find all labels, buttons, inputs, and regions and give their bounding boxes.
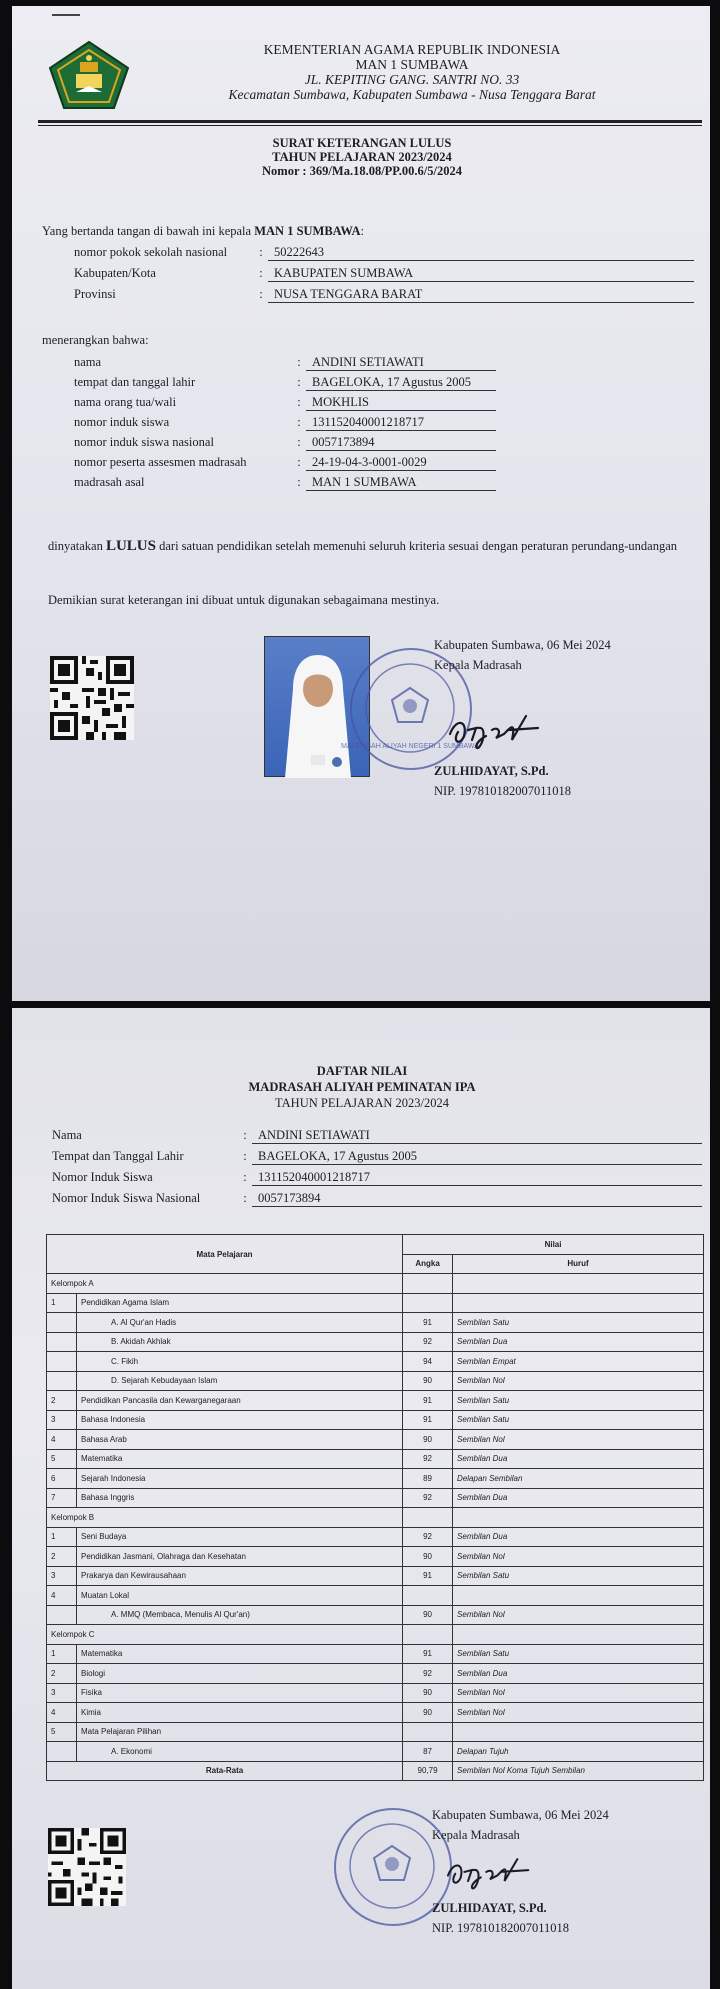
student-field-birth: tempat dan tanggal lahir : BAGELOKA, 17 Agustus 2005: [74, 375, 496, 391]
field-label: Nomor Induk Siswa Nasional: [52, 1191, 201, 1205]
words-cell: Delapan Sembilan: [453, 1469, 704, 1489]
letter-title: SURAT KETERANGAN LULUS: [272, 136, 452, 150]
signer-nip: NIP. 197810182007011018: [434, 784, 572, 798]
table-row: 1 Seni Budaya 92 Sembilan Dua: [47, 1527, 704, 1547]
field-value: 24-19-04-3-0001-0029: [306, 455, 496, 471]
result-word: LULUS: [105, 538, 156, 554]
grades-field-nisn: Nomor Induk Siswa Nasional : 0057173894: [52, 1191, 702, 1207]
field-label: Nama: [52, 1128, 82, 1142]
qr-code-icon: [50, 656, 134, 740]
score-cell: 92: [403, 1488, 453, 1508]
signer-nip: NIP. 197810182007011018: [432, 1921, 570, 1935]
intro-line: Yang bertanda tangan di bawah ini kepala MAN 1 SUMBAWA:: [42, 224, 364, 238]
score-cell: 91: [403, 1410, 453, 1430]
subject-cell: A. MMQ (Membaca, Menulis Al Qur'an): [77, 1605, 403, 1625]
subject-cell: Fisika: [77, 1683, 403, 1703]
table-row: 4 Muatan Lokal: [47, 1586, 704, 1606]
grades-subtitle: MADRASAH ALIYAH PEMINATAN IPA: [248, 1080, 476, 1094]
average-label: Rata-Rata: [47, 1761, 403, 1781]
words-cell: Sembilan Nol: [453, 1605, 704, 1625]
field-value: KABUPATEN SUMBAWA: [268, 266, 694, 282]
grades-table: [46, 1234, 704, 1781]
field-value: 131152040001218717: [306, 415, 496, 431]
field-label: Nomor Induk Siswa: [52, 1170, 153, 1184]
words-cell: Sembilan Nol: [453, 1683, 704, 1703]
table-row: 3 Prakarya dan Kewirausahaan 91 Sembilan Satu: [47, 1566, 704, 1586]
words-cell: Sembilan Nol: [453, 1703, 704, 1723]
school-name: MAN 1 SUMBAWA: [355, 57, 469, 72]
average-words: Sembilan Nol Koma Tujuh Sembilan: [453, 1761, 704, 1781]
student-field-name: nama : ANDINI SETIAWATI: [74, 355, 496, 371]
subject-cell: Muatan Lokal: [77, 1586, 403, 1606]
words-cell: Delapan Tujuh: [453, 1742, 704, 1762]
grades-field-name: Nama : ANDINI SETIAWATI: [52, 1128, 702, 1144]
subject-cell: D. Sejarah Kebudayaan Islam: [77, 1371, 403, 1391]
field-label: nomor induk siswa nasional: [74, 435, 214, 449]
letter-number: Nomor : 369/Ma.18.08/PP.00.6/5/2024: [262, 164, 462, 178]
words-cell: Sembilan Dua: [453, 1664, 704, 1684]
qr-code-icon: [48, 1828, 126, 1906]
table-row: 1 Pendidikan Agama Islam: [47, 1293, 704, 1313]
intro-school: MAN 1 SUMBAWA: [254, 224, 361, 238]
score-cell: 87: [403, 1742, 453, 1762]
field-value: ANDINI SETIAWATI: [252, 1128, 702, 1144]
subject-cell: Matematika: [77, 1449, 403, 1469]
signature-icon: [440, 1850, 560, 1892]
field-label: nomor induk siswa: [74, 415, 170, 429]
signature-icon: [442, 706, 572, 752]
field-value: ANDINI SETIAWATI: [306, 355, 496, 371]
subject-cell: A. Al Qur'an Hadis: [77, 1313, 403, 1333]
subject-cell: A. Ekonomi: [77, 1742, 403, 1762]
subject-cell: Pendidikan Jasmani, Olahraga dan Kesehatan: [77, 1547, 403, 1567]
field-value: 0057173894: [252, 1191, 702, 1207]
subject-cell: Pendidikan Pancasila dan Kewarganegaraan: [77, 1391, 403, 1411]
subject-cell: Bahasa Arab: [77, 1430, 403, 1450]
field-label: Provinsi: [74, 287, 116, 301]
subject-cell: Bahasa Indonesia: [77, 1410, 403, 1430]
score-cell: 92: [403, 1527, 453, 1547]
table-row: [47, 1742, 704, 1762]
school-address: JL. KEPITING GANG. SANTRI NO. 33: [304, 72, 520, 87]
graduation-letter-page: [12, 6, 710, 1001]
table-header-row: [47, 1235, 704, 1255]
field-value: BAGELOKA, 17 Agustus 2005: [252, 1149, 702, 1165]
ministry-emblem-icon: [46, 40, 132, 110]
place-date: Kabupaten Sumbawa, 06 Mei 2024: [432, 1808, 609, 1822]
student-field-exam: nomor peserta assesmen madrasah : 24-19-04-3-0001-0029: [74, 455, 496, 471]
grades-year: TAHUN PELAJARAN 2023/2024: [275, 1096, 449, 1110]
field-value: MOKHLIS: [306, 395, 496, 411]
table-row: 5 Matematika 92 Sembilan Dua: [47, 1449, 704, 1469]
table-row: [47, 1332, 704, 1352]
words-cell: Sembilan Nol: [453, 1547, 704, 1567]
table-row: [47, 1605, 704, 1625]
score-cell: 90: [403, 1605, 453, 1625]
letter-year: TAHUN PELAJARAN 2023/2024: [272, 150, 452, 164]
school-field-province: Provinsi : NUSA TENGGARA BARAT: [74, 287, 694, 303]
closing-text: Demikian surat keterangan ini dibuat untuk digunakan sebagaimana mestinya.: [48, 593, 440, 607]
grades-title: DAFTAR NILAI: [316, 1064, 408, 1078]
subject-cell: Mata Pelajaran Pilihan: [77, 1722, 403, 1742]
subject-cell: Sejarah Indonesia: [77, 1469, 403, 1489]
score-cell: 92: [403, 1449, 453, 1469]
score-cell: 92: [403, 1664, 453, 1684]
subject-cell: Matematika: [77, 1644, 403, 1664]
subject-cell: Kimia: [77, 1703, 403, 1723]
table-row: [47, 1352, 704, 1372]
table-row: 1 Matematika 91 Sembilan Satu: [47, 1644, 704, 1664]
field-value: NUSA TENGGARA BARAT: [268, 287, 694, 303]
ministry-name: KEMENTERIAN AGAMA REPUBLIK INDONESIA: [263, 42, 561, 57]
stamp-text: MADRASAH ALIYAH NEGERI 1 SUMBAWA: [341, 743, 479, 750]
student-field-parent: nama orang tua/wali : MOKHLIS: [74, 395, 496, 411]
letterhead-rule: [38, 120, 702, 123]
field-label: tempat dan tanggal lahir: [74, 375, 196, 389]
score-cell: 92: [403, 1332, 453, 1352]
result-paragraph: [48, 538, 698, 554]
score-cell: 90: [403, 1683, 453, 1703]
student-field-origin: madrasah asal : MAN 1 SUMBAWA: [74, 475, 496, 491]
score-cell: 90: [403, 1703, 453, 1723]
field-label: nama orang tua/wali: [74, 395, 177, 409]
signer-position: Kepala Madrasah: [432, 1828, 520, 1842]
score-cell: 90: [403, 1547, 453, 1567]
letterhead: [162, 42, 662, 102]
words-cell: Sembilan Satu: [453, 1313, 704, 1333]
subject-cell: Bahasa Inggris: [77, 1488, 403, 1508]
signer-name: ZULHIDAYAT, S.Pd.: [434, 764, 549, 778]
table-row: 4 Kimia 90 Sembilan Nol: [47, 1703, 704, 1723]
field-label: madrasah asal: [74, 475, 145, 489]
table-row: 3 Fisika 90 Sembilan Nol: [47, 1683, 704, 1703]
words-cell: Sembilan Nol: [453, 1371, 704, 1391]
grade-list-page: [12, 1008, 710, 1989]
subject-cell: Prakarya dan Kewirausahaan: [77, 1566, 403, 1586]
field-label: nama: [74, 355, 102, 369]
score-cell: 89: [403, 1469, 453, 1489]
school-field-npsn: nomor pokok sekolah nasional : 50222643: [74, 245, 694, 261]
school-field-regency: Kabupaten/Kota : KABUPATEN SUMBAWA: [74, 266, 694, 282]
subject-cell: C. Fikih: [77, 1352, 403, 1372]
group-label: Kelompok C: [47, 1625, 403, 1645]
table-row: [47, 1508, 704, 1528]
declares-text: menerangkan bahwa:: [42, 333, 149, 347]
field-value: 131152040001218717: [252, 1170, 702, 1186]
average-score: 90,79: [403, 1761, 453, 1781]
grades-field-birth: Tempat dan Tanggal Lahir : BAGELOKA, 17 Agustus 2005: [52, 1149, 702, 1165]
score-cell: 91: [403, 1391, 453, 1411]
words-cell: Sembilan Dua: [453, 1527, 704, 1547]
result-text: dari satuan pendidikan setelah memenuhi seluruh kriteria sesuai dengan peraturan perundang-undangan: [159, 539, 677, 553]
table-row: [47, 1274, 704, 1294]
table-row: 2 Pendidikan Jasmani, Olahraga dan Kesehatan 90 Sembilan Nol: [47, 1547, 704, 1567]
group-label: Kelompok B: [47, 1508, 403, 1528]
subject-cell: Biologi: [77, 1664, 403, 1684]
header-words: Huruf: [453, 1254, 704, 1274]
letterhead-rule-thin: [38, 125, 702, 126]
scan-mark: [52, 14, 80, 16]
table-row: 2 Biologi 92 Sembilan Dua: [47, 1664, 704, 1684]
table-row: 6 Sejarah Indonesia 89 Delapan Sembilan: [47, 1469, 704, 1489]
table-row: 7 Bahasa Inggris 92 Sembilan Dua: [47, 1488, 704, 1508]
score-cell: 91: [403, 1644, 453, 1664]
words-cell: Sembilan Satu: [453, 1566, 704, 1586]
header-number: Angka: [403, 1254, 453, 1274]
header-score: Nilai: [403, 1235, 704, 1255]
words-cell: Sembilan Dua: [453, 1449, 704, 1469]
field-label: nomor peserta assesmen madrasah: [74, 455, 247, 469]
average-row: [47, 1761, 704, 1781]
field-value: 50222643: [268, 245, 694, 261]
score-cell: 94: [403, 1352, 453, 1372]
field-label: Tempat dan Tanggal Lahir: [52, 1149, 184, 1163]
words-cell: Sembilan Dua: [453, 1332, 704, 1352]
table-row: [47, 1371, 704, 1391]
words-cell: Sembilan Satu: [453, 1644, 704, 1664]
subject-cell: Seni Budaya: [77, 1527, 403, 1547]
signer-position: Kepala Madrasah: [434, 658, 522, 672]
grades-field-nis: Nomor Induk Siswa : 131152040001218717: [52, 1170, 702, 1186]
result-prefix: dinyatakan: [48, 539, 103, 553]
field-value: BAGELOKA, 17 Agustus 2005: [306, 375, 496, 391]
student-field-nis: nomor induk siswa : 131152040001218717: [74, 415, 496, 431]
table-row: [47, 1313, 704, 1333]
score-cell: 91: [403, 1566, 453, 1586]
score-cell: 90: [403, 1371, 453, 1391]
school-region: Kecamatan Sumbawa, Kabupaten Sumbawa - Nusa Tenggara Barat: [228, 87, 596, 102]
table-row: 2 Pendidikan Pancasila dan Kewarganegaraan 91 Sembilan Satu: [47, 1391, 704, 1411]
score-cell: 91: [403, 1313, 453, 1333]
words-cell: Sembilan Nol: [453, 1430, 704, 1450]
table-row: 5 Mata Pelajaran Pilihan: [47, 1722, 704, 1742]
words-cell: Sembilan Dua: [453, 1488, 704, 1508]
field-value: 0057173894: [306, 435, 496, 451]
table-row: 4 Bahasa Arab 90 Sembilan Nol: [47, 1430, 704, 1450]
field-label: Kabupaten/Kota: [74, 266, 156, 280]
subject-cell: Pendidikan Agama Islam: [77, 1293, 403, 1313]
score-cell: 90: [403, 1430, 453, 1450]
group-label: Kelompok A: [47, 1274, 403, 1294]
words-cell: Sembilan Satu: [453, 1410, 704, 1430]
subject-cell: B. Akidah Akhlak: [77, 1332, 403, 1352]
words-cell: Sembilan Satu: [453, 1391, 704, 1411]
table-row: 3 Bahasa Indonesia 91 Sembilan Satu: [47, 1410, 704, 1430]
words-cell: Sembilan Empat: [453, 1352, 704, 1372]
header-subject: Mata Pelajaran: [47, 1235, 403, 1274]
field-value: MAN 1 SUMBAWA: [306, 475, 496, 491]
field-label: nomor pokok sekolah nasional: [74, 245, 228, 259]
intro-prefix: Yang bertanda tangan di bawah ini kepala: [42, 224, 252, 238]
student-field-nisn: nomor induk siswa nasional : 0057173894: [74, 435, 496, 451]
place-date: Kabupaten Sumbawa, 06 Mei 2024: [434, 638, 611, 652]
signer-name: ZULHIDAYAT, S.Pd.: [432, 1901, 547, 1915]
table-row: [47, 1625, 704, 1645]
